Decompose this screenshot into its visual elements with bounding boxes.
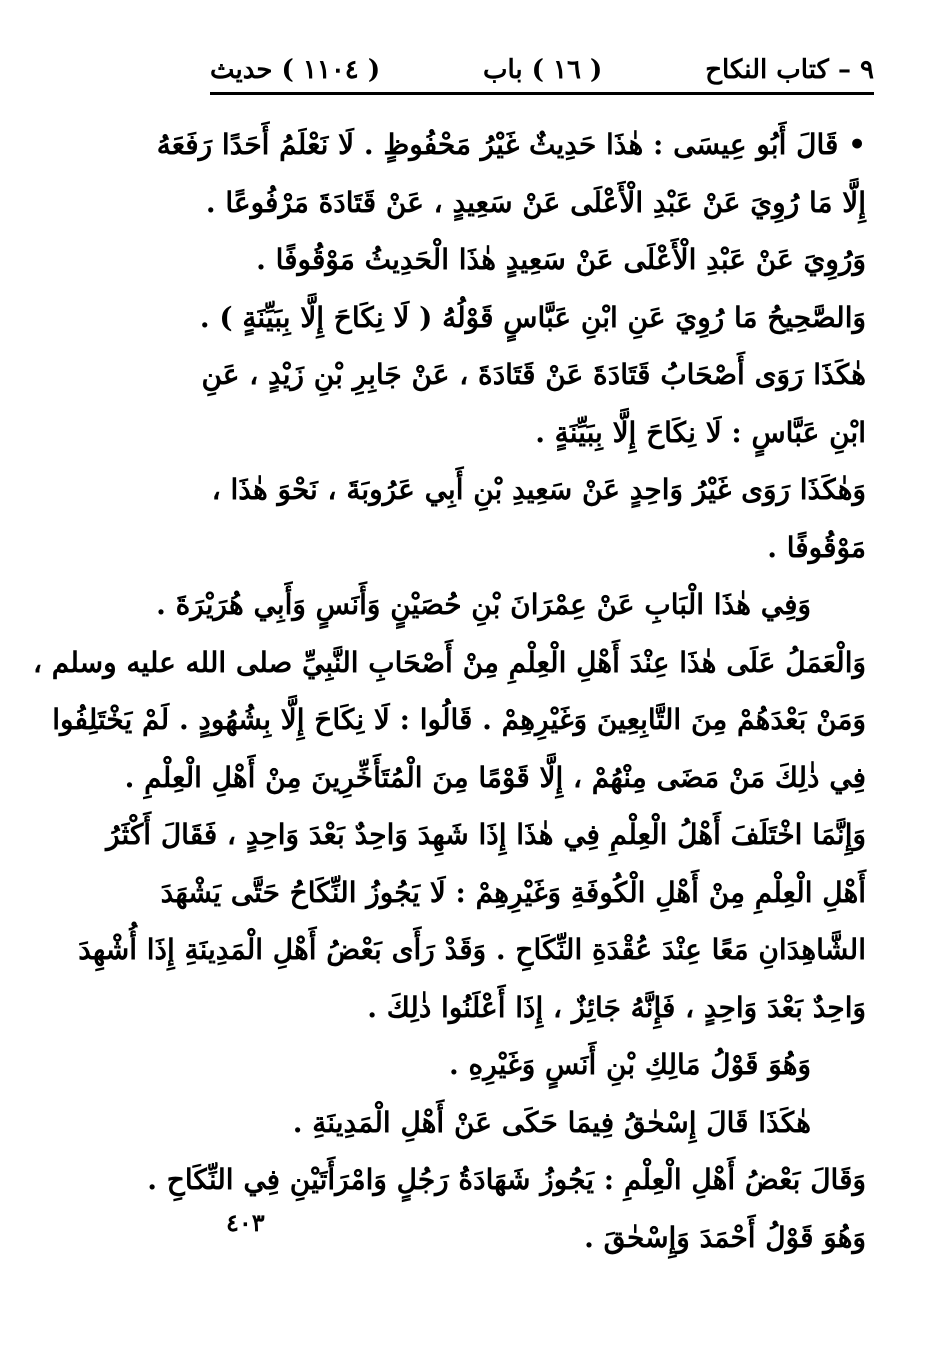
page-number: ٤٠٣ xyxy=(226,1208,265,1237)
bab-number: ( ١٦ ) باب xyxy=(482,55,603,85)
chapter-title: ٩ – كتاب النكاح xyxy=(705,55,874,85)
text-line: وَالْعَمَلُ عَلَى هٰذَا عِنْدَ أَهْلِ الْعِلْمِ مِنْ أَصْحَابِ النَّبِيِّ صلى الله عليه وسلم ، xyxy=(32,645,866,679)
text-line: وَهُوَ قَوْلُ مَالِكِ بْنِ أَنَسٍ وَغَيْرِهِ . xyxy=(449,1048,811,1081)
text-line: وَمَنْ بَعْدَهُمْ مِنَ التَّابِعِينَ وَغَيْرِهِمْ . قَالُوا : لَا نِكَاحَ إِلَّا بِشُهُودٍ . لَمْ يَخْتَلِفُوا xyxy=(52,703,866,736)
text-line: وَفِي هٰذَا الْبَابِ عَنْ عِمْرَانَ بْنِ حُصَيْنٍ وَأَنَسٍ وَأَبِي هُرَيْرَةَ . xyxy=(156,588,811,621)
text-line: فِي ذٰلِكَ مَنْ مَضَى مِنْهُمْ ، إِلَّا قَوْمًا مِنَ الْمُتَأَخِّرِينَ مِنْ أَهْلِ الْعِلْمِ . xyxy=(124,760,866,794)
text-line: هٰكَذَا رَوَى أَصْحَابُ قَتَادَةَ عَنْ قَتَادَةَ ، عَنْ جَابِرِ بْنِ زَيْدٍ ، عَنِ xyxy=(201,358,866,391)
header-divider xyxy=(210,92,874,95)
text-line: وَهٰكَذَا رَوَى غَيْرُ وَاحِدٍ عَنْ سَعِيدِ بْنِ أَبِي عَرُوبَةَ ، نَحْوَ هٰذَا ، xyxy=(211,473,866,506)
text-line: وَقَالَ بَعْضُ أَهْلِ الْعِلْمِ : يَجُوزُ شَهَادَةُ رَجُلٍ وَامْرَأَتَيْنِ فِي النِّكَاحِ . xyxy=(147,1163,866,1196)
text-line: ابْنِ عَبَّاسٍ : لَا نِكَاحَ إِلَّا بِبَيِّنَةٍ . xyxy=(535,415,866,449)
text-line: وَالصَّحِيحُ مَا رُوِيَ عَنِ ابْنِ عَبَّاسٍ قَوْلُهُ ( لَا نِكَاحَ إِلَّا بِبَيِّنَةٍ ) . xyxy=(199,300,866,334)
text-line: وَرُوِيَ عَنْ عَبْدِ الْأَعْلَى عَنْ سَعِيدٍ هٰذَا الْحَدِيثُ مَوْقُوفًا . xyxy=(256,243,866,276)
hadith-number: ( ١١٠٤ ) حديث xyxy=(210,55,381,85)
text-line: وَهُوَ قَوْلُ أَحْمَدَ وَإِسْحٰقَ . xyxy=(584,1220,866,1254)
text-line: الشَّاهِدَانِ مَعًا عِنْدَ عُقْدَةِ النِّكَاحِ . وَقَدْ رَأَى بَعْضُ أَهْلِ الْمَدِينَةِ إِذَا أُشْهِدَ xyxy=(78,933,866,966)
page-header xyxy=(210,52,874,88)
hadith-commentary xyxy=(32,116,866,1266)
text-line: • قَالَ أَبُو عِيسَى : هٰذَا حَدِيثٌ غَيْرُ مَحْفُوظٍ . لَا نَعْلَمُ أَحَدًا رَفَعَهُ xyxy=(156,128,866,161)
text-line: هٰكَذَا قَالَ إِسْحٰقُ فِيمَا حَكَى عَنْ أَهْلِ الْمَدِينَةِ . xyxy=(292,1105,811,1139)
text-line: مَوْقُوفًا . xyxy=(767,530,866,564)
text-line: أَهْلِ الْعِلْمِ مِنْ أَهْلِ الْكُوفَةِ وَغَيْرِهِمْ : لَا يَجُوزُ النِّكَاحُ حَتَّى يَشْهَدَ xyxy=(160,875,866,909)
text-line: وَإِنَّمَا اخْتَلَفَ أَهْلُ الْعِلْمِ فِي هٰذَا إِذَا شَهِدَ وَاحِدٌ بَعْدَ وَاحِدٍ ، فَقَالَ أَكْثَرُ xyxy=(106,818,866,851)
text-line: إِلَّا مَا رُوِيَ عَنْ عَبْدِ الْأَعْلَى عَنْ سَعِيدٍ ، عَنْ قَتَادَةَ مَرْفُوعًا . xyxy=(205,185,866,219)
text-line: وَاحِدٌ بَعْدَ وَاحِدٍ ، فَإِنَّهُ جَائِزٌ ، إِذَا أَعْلَنُوا ذٰلِكَ . xyxy=(367,990,866,1024)
